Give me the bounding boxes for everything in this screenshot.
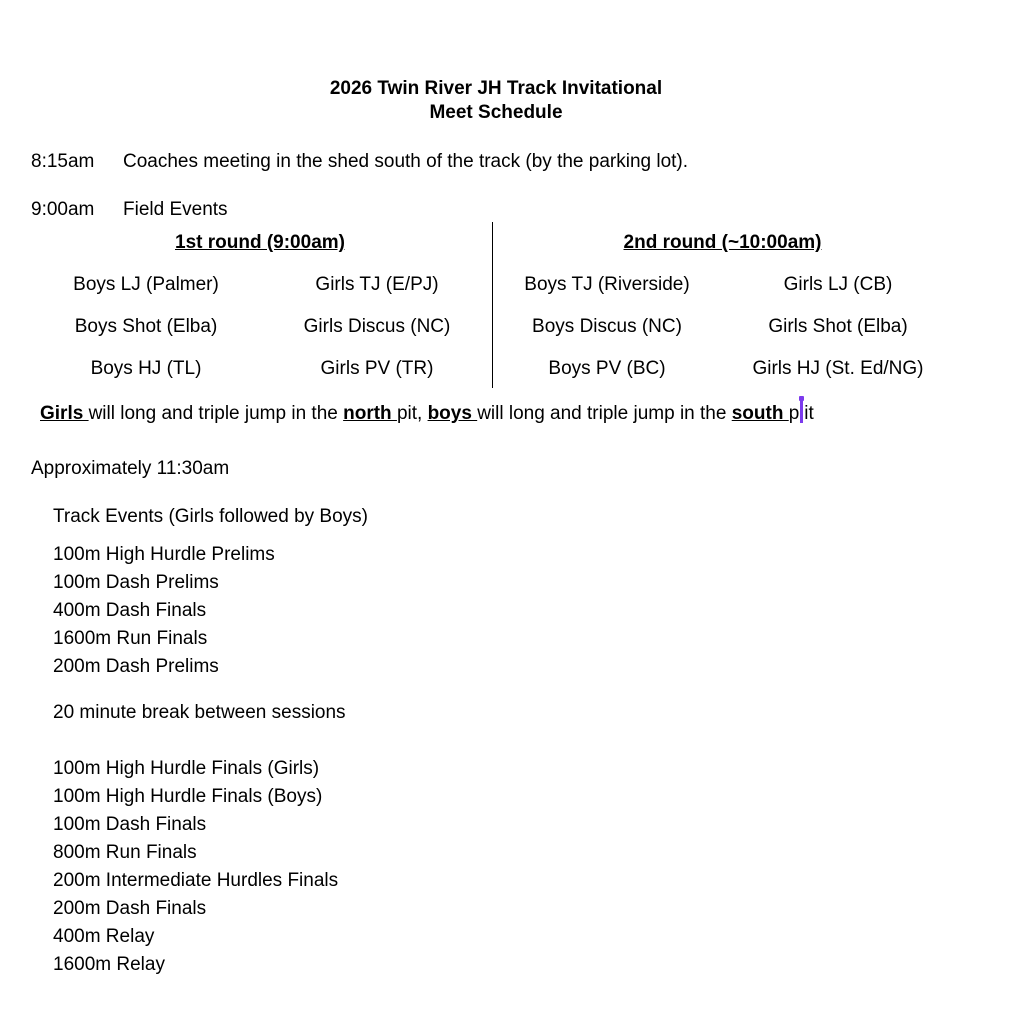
- session2-list: [53, 755, 338, 979]
- track-heading: Track Events (Girls followed by Boys): [53, 506, 368, 527]
- break-text: 20 minute break between sessions: [53, 702, 346, 723]
- coaches-time: 8:15am: [31, 151, 95, 172]
- list-item: 200m Intermediate Hurdles Finals: [53, 870, 339, 891]
- pit-note-text: it: [804, 403, 814, 424]
- round1-cell: Girls Discus (NC): [303, 316, 451, 337]
- round1-cell: Boys HJ (TL): [90, 358, 202, 379]
- list-item: 100m Dash Prelims: [53, 572, 219, 593]
- round2-cell: Boys PV (BC): [548, 358, 666, 379]
- round2-cell: Girls Shot (Elba): [768, 316, 908, 337]
- list-item: 200m Dash Finals: [53, 898, 207, 919]
- pit-note: [40, 400, 814, 425]
- field-text: Field Events: [123, 199, 228, 220]
- field-time: 9:00am: [31, 199, 95, 220]
- round1-cell: Girls TJ (E/PJ): [315, 274, 439, 295]
- text-cursor: [800, 400, 803, 423]
- list-item: 200m Dash Prelims: [53, 656, 219, 677]
- round2-cell: Boys Discus (NC): [532, 316, 682, 337]
- pit-note-text: p: [788, 403, 800, 424]
- round2-title: 2nd round (~10:00am): [623, 232, 822, 253]
- pit-note-text: will long and triple jump in the: [477, 403, 732, 424]
- document-subtitle: Meet Schedule: [429, 102, 563, 123]
- list-item: 100m High Hurdle Finals (Girls): [53, 758, 320, 779]
- round2-cell: Girls HJ (St. Ed/NG): [752, 358, 924, 379]
- round1-title: 1st round (9:00am): [175, 232, 345, 253]
- list-item: 400m Dash Finals: [53, 600, 207, 621]
- round2-cell: Boys TJ (Riverside): [524, 274, 690, 295]
- round1-cell: Boys LJ (Palmer): [73, 274, 219, 295]
- list-item: 400m Relay: [53, 926, 155, 947]
- list-item: 100m Dash Finals: [53, 814, 207, 835]
- pit-note-north: north: [343, 403, 397, 424]
- document-title: 2026 Twin River JH Track Invitational: [329, 78, 663, 99]
- approx-time: Approximately 11:30am: [31, 458, 230, 479]
- rounds-divider: [492, 222, 493, 388]
- session1-list: [53, 541, 275, 681]
- pit-note-boys: boys: [427, 403, 478, 424]
- pit-note-text: pit,: [396, 403, 428, 424]
- list-item: 100m High Hurdle Prelims: [53, 544, 275, 565]
- list-item: 800m Run Finals: [53, 842, 197, 863]
- pit-note-south: south: [731, 403, 789, 424]
- pit-note-text: will long and triple jump in the: [88, 403, 344, 424]
- round1-cell: Girls PV (TR): [320, 358, 434, 379]
- round2-cell: Girls LJ (CB): [783, 274, 893, 295]
- pit-note-girls: Girls: [40, 403, 89, 424]
- list-item: 100m High Hurdle Finals (Boys): [53, 786, 323, 807]
- coaches-text: Coaches meeting in the shed south of the track (by the parking lot).: [123, 151, 689, 172]
- list-item: 1600m Relay: [53, 954, 165, 975]
- round1-cell: Boys Shot (Elba): [74, 316, 218, 337]
- list-item: 1600m Run Finals: [53, 628, 208, 649]
